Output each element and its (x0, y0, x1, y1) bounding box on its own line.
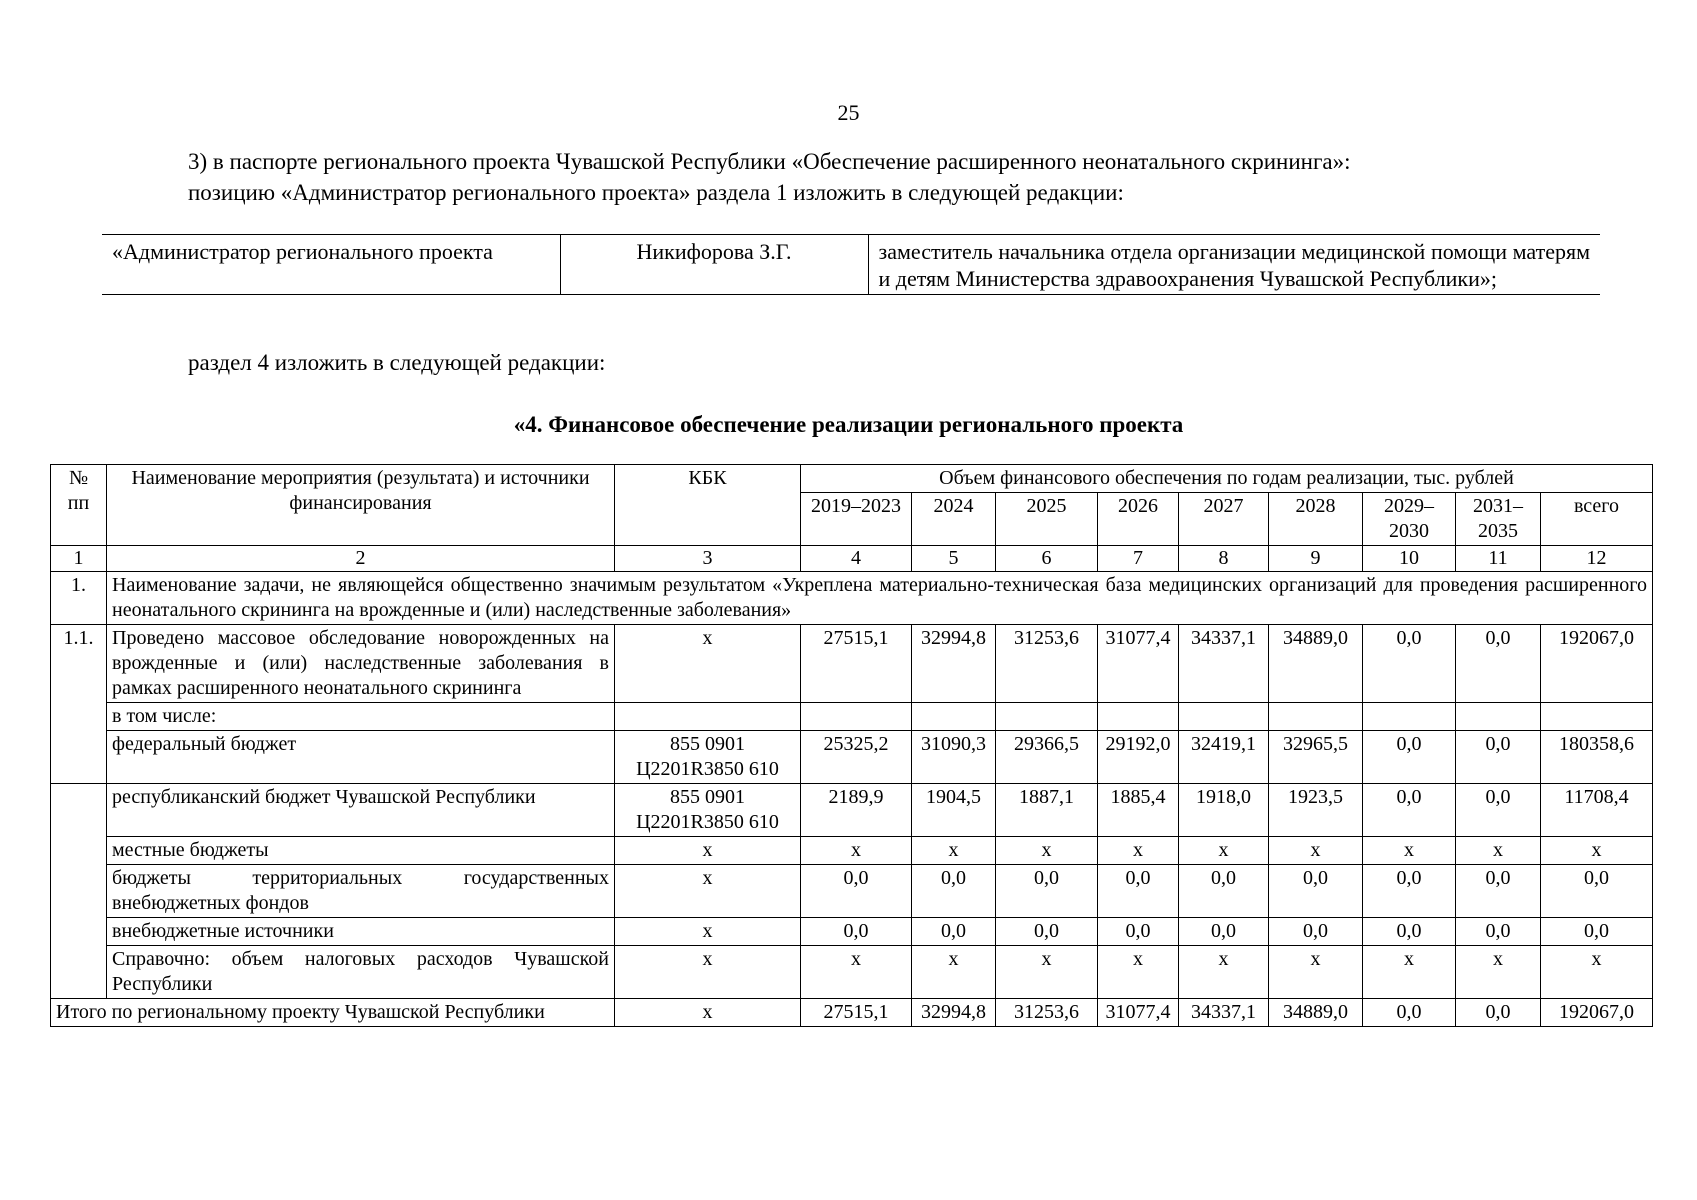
table-header-row (51, 465, 1653, 493)
row-value: 0,0 (1456, 731, 1541, 784)
row-value: 29366,5 (996, 731, 1098, 784)
administrator-table (102, 234, 1600, 295)
total-name: Итого по региональному проекту Чувашской Республики (51, 999, 615, 1027)
row-kbk: х (615, 946, 801, 999)
row-value (801, 703, 912, 731)
row-value: 0,0 (1098, 865, 1179, 918)
total-value: 31253,6 (996, 999, 1098, 1027)
column-number: 2 (107, 546, 615, 572)
row-value: х (1269, 946, 1363, 999)
table-row (51, 918, 1653, 946)
header-num: № пп (51, 465, 107, 546)
row-value: 34889,0 (1269, 625, 1363, 703)
table-row (51, 865, 1653, 918)
row-value: х (801, 946, 912, 999)
total-value: 34337,1 (1179, 999, 1269, 1027)
row-name: Справочно: объем налоговых расходов Чувашской Республики (107, 946, 615, 999)
section-title: «4. Финансовое обеспечение реализации регионального проекта (513, 412, 1184, 437)
column-number: 10 (1363, 546, 1456, 572)
header-volume: Объем финансового обеспечения по годам реализации, тыс. рублей (801, 465, 1653, 493)
row-value: х (1456, 946, 1541, 999)
table-row (51, 731, 1653, 784)
row-value: х (1269, 837, 1363, 865)
intro-line-2: позицию «Администратор регионального проекта» раздела 1 изложить в следующей редакции: (188, 180, 1124, 205)
row-value (1541, 703, 1653, 731)
column-number: 11 (1456, 546, 1541, 572)
section-instruction: раздел 4 изложить в следующей редакции: (188, 350, 606, 375)
page-number: 25 (837, 100, 860, 125)
total-value: 0,0 (1456, 999, 1541, 1027)
row-name: бюджеты территориальных государственных внебюджетных фондов (107, 865, 615, 918)
row-value: 27515,1 (801, 625, 912, 703)
row-name: внебюджетные источники (107, 918, 615, 946)
row-value: 25325,2 (801, 731, 912, 784)
row-value: 32419,1 (1179, 731, 1269, 784)
administrator-name: Никифорова З.Г. (560, 235, 868, 295)
header-year: 2019–2023 (801, 493, 912, 546)
column-numbers-row (51, 546, 1653, 572)
task-num: 1. (51, 572, 107, 625)
row-value: х (1541, 837, 1653, 865)
row-value (1179, 703, 1269, 731)
table-row (51, 946, 1653, 999)
administrator-label: «Администратор регионального проекта (102, 235, 560, 295)
row-value: 31253,6 (996, 625, 1098, 703)
row-value: 29192,0 (1098, 731, 1179, 784)
row-value: 0,0 (1363, 784, 1456, 837)
row-value: х (996, 837, 1098, 865)
row-name: в том числе: (107, 703, 615, 731)
row-value (996, 703, 1098, 731)
intro-line-1: 3) в паспорте регионального проекта Чувашской Республики «Обеспечение расширенного неонатального скрининга»: (188, 149, 1351, 174)
row-value: 0,0 (1363, 731, 1456, 784)
row-value: 11708,4 (1541, 784, 1653, 837)
header-year: 2029–2030 (1363, 493, 1456, 546)
financing-table (50, 464, 1653, 1027)
row-value: 0,0 (912, 865, 996, 918)
row-num (51, 784, 107, 999)
row-value: 192067,0 (1541, 625, 1653, 703)
total-row (51, 999, 1653, 1027)
row-value: х (1098, 837, 1179, 865)
row-value: х (1541, 946, 1653, 999)
row-value: 2189,9 (801, 784, 912, 837)
table-row (51, 837, 1653, 865)
header-year: 2031–2035 (1456, 493, 1541, 546)
row-value: 0,0 (1269, 918, 1363, 946)
column-number: 5 (912, 546, 996, 572)
header-kbk: КБК (615, 465, 801, 546)
row-value: 0,0 (1179, 865, 1269, 918)
row-kbk: х (615, 918, 801, 946)
row-value: 1923,5 (1269, 784, 1363, 837)
row-name: местные бюджеты (107, 837, 615, 865)
row-value (1098, 703, 1179, 731)
administrator-row (102, 235, 1600, 295)
total-value: 27515,1 (801, 999, 912, 1027)
task-row (51, 572, 1653, 625)
row-value: 180358,6 (1541, 731, 1653, 784)
row-value: 0,0 (1456, 918, 1541, 946)
row-value: 32965,5 (1269, 731, 1363, 784)
row-value: 0,0 (996, 918, 1098, 946)
row-value: х (912, 946, 996, 999)
column-number: 6 (996, 546, 1098, 572)
row-kbk: 855 0901 Ц2201R3850 610 (615, 731, 801, 784)
table-row (51, 625, 1653, 703)
row-value: 0,0 (1456, 625, 1541, 703)
row-kbk: 855 0901 Ц2201R3850 610 (615, 784, 801, 837)
row-value: 0,0 (912, 918, 996, 946)
row-value: 0,0 (1363, 918, 1456, 946)
row-kbk: х (615, 865, 801, 918)
header-year: 2025 (996, 493, 1098, 546)
total-value: 0,0 (1363, 999, 1456, 1027)
row-value: 0,0 (1179, 918, 1269, 946)
row-value: 0,0 (1456, 784, 1541, 837)
row-value: 1885,4 (1098, 784, 1179, 837)
row-value: 0,0 (1541, 865, 1653, 918)
row-value: х (801, 837, 912, 865)
row-value (1456, 703, 1541, 731)
header-year: 2026 (1098, 493, 1179, 546)
table-row (51, 703, 1653, 731)
row-kbk (615, 703, 801, 731)
row-name: Проведено массовое обследование новорожденных на врожденные и (или) наследственные заболевания в рамках расширенного неонатального скрининга (107, 625, 615, 703)
row-value: 0,0 (801, 918, 912, 946)
header-year: 2024 (912, 493, 996, 546)
column-number: 8 (1179, 546, 1269, 572)
task-text: Наименование задачи, не являющейся общественно значимым результатом «Укреплена материально-техническая база медицинских организаций для проведения расширенного неонатального скрининга на врожденные и (или) наследственные заболевания» (107, 572, 1653, 625)
row-num: 1.1. (51, 625, 107, 784)
row-name: республиканский бюджет Чувашской Республики (107, 784, 615, 837)
row-value: 0,0 (1363, 625, 1456, 703)
row-value: х (1456, 837, 1541, 865)
row-value: 34337,1 (1179, 625, 1269, 703)
header-total: всего (1541, 493, 1653, 546)
header-year: 2028 (1269, 493, 1363, 546)
row-value: 1887,1 (996, 784, 1098, 837)
total-value: 31077,4 (1098, 999, 1179, 1027)
row-value (912, 703, 996, 731)
column-number: 12 (1541, 546, 1653, 572)
column-number: 4 (801, 546, 912, 572)
row-value: 0,0 (801, 865, 912, 918)
row-value: х (1098, 946, 1179, 999)
row-value: 0,0 (1098, 918, 1179, 946)
intro-paragraph (188, 146, 1608, 208)
row-value: 0,0 (1541, 918, 1653, 946)
row-value: х (912, 837, 996, 865)
row-value: 0,0 (1363, 865, 1456, 918)
row-value: х (1179, 946, 1269, 999)
row-kbk: х (615, 625, 801, 703)
total-value: 192067,0 (1541, 999, 1653, 1027)
row-value (1363, 703, 1456, 731)
header-name: Наименование мероприятия (результата) и источники финансирования (107, 465, 615, 546)
total-kbk: х (615, 999, 801, 1027)
row-value: 0,0 (1269, 865, 1363, 918)
administrator-position: заместитель начальника отдела организации медицинской помощи матерям и детям Министерства здравоохранения Чувашской Республики»; (868, 235, 1600, 295)
column-number: 9 (1269, 546, 1363, 572)
row-name: федеральный бюджет (107, 731, 615, 784)
total-value: 32994,8 (912, 999, 996, 1027)
row-value: 31090,3 (912, 731, 996, 784)
row-value: 31077,4 (1098, 625, 1179, 703)
table-row (51, 784, 1653, 837)
row-value: 0,0 (1456, 865, 1541, 918)
row-value (1269, 703, 1363, 731)
row-kbk: х (615, 837, 801, 865)
row-value: х (996, 946, 1098, 999)
column-number: 7 (1098, 546, 1179, 572)
header-year: 2027 (1179, 493, 1269, 546)
row-value: х (1363, 837, 1456, 865)
row-value: х (1179, 837, 1269, 865)
total-value: 34889,0 (1269, 999, 1363, 1027)
row-value: 1904,5 (912, 784, 996, 837)
row-value: 1918,0 (1179, 784, 1269, 837)
row-value: 0,0 (996, 865, 1098, 918)
column-number: 3 (615, 546, 801, 572)
row-value: х (1363, 946, 1456, 999)
row-value: 32994,8 (912, 625, 996, 703)
column-number: 1 (51, 546, 107, 572)
